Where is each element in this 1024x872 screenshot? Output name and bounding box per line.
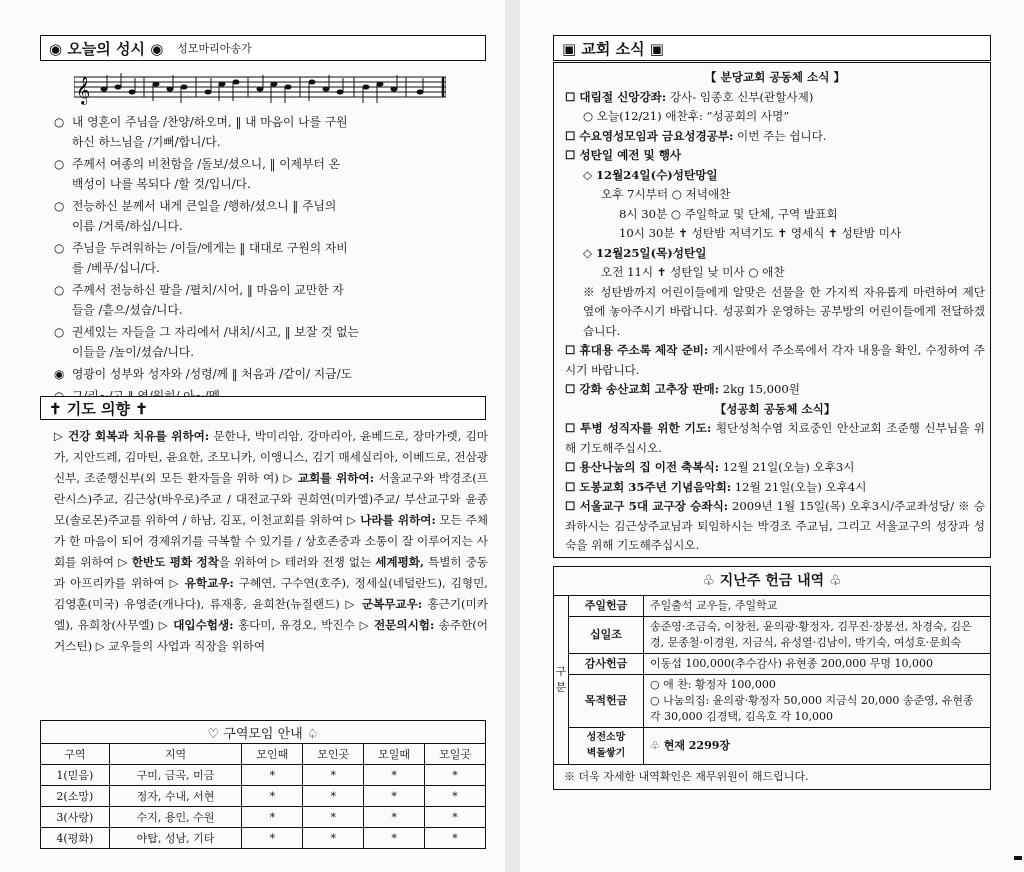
offering-table xyxy=(553,566,991,790)
verse-6 xyxy=(54,322,486,362)
item-text: 2009년 1월 15일(목) 오후3시/주교좌성당/ ※ 승좌하시는 김근상주교님과 퇴임하시는 박경조 주교님, 그리고 서울교구의 성장과 성숙을 위해 기도해주십시오. xyxy=(565,499,985,552)
verse-marker: ○ xyxy=(54,157,65,171)
verse-line: 들을 /흩으/셨습/니다. xyxy=(72,303,183,317)
item-label: ☐ 대림절 신앙강좌: xyxy=(565,89,667,104)
offering-value: 송준영·조금숙, 이창천, 윤의광·황정자, 김무진·장봉선, 차경숙, 김은경, 문종철·이경원, 지금식, 유성열·김남이, 박기숙, 여성호·문희숙 xyxy=(644,617,991,654)
offering-title: ♧ 지난주 헌금 내역 ♧ xyxy=(554,567,991,596)
christmas-day xyxy=(565,244,985,264)
item-label: ☐ 용산나눔의 집 이전 축복식: xyxy=(565,460,720,474)
exam-label: ▷ 대입수험생: xyxy=(154,618,234,632)
table-row xyxy=(554,596,991,617)
column-header: 모인때 xyxy=(242,744,303,765)
table-cell: 2(소망) xyxy=(41,786,110,807)
verse-2 xyxy=(54,154,486,194)
verse-marker: ○ xyxy=(54,115,65,129)
seoul-item xyxy=(565,497,985,556)
verse-3 xyxy=(54,196,486,236)
eve-label: ◇ 12월24일(수)성탄망일 xyxy=(583,167,718,182)
news-title: ▣ 교회 소식 ▣ xyxy=(562,39,664,58)
gift-note: ※ 성탄밤까지 어린이들에게 알맞은 선물을 한 가지씩 자유롭게 마련하여 제단 옆에 놓아주시기 바랍니다. 성공회가 운영하는 공부방의 어린이들에게 전달하겠습니다. xyxy=(583,284,985,338)
item-label: ☐ 강화 송산교회 고추장 판매: xyxy=(565,382,720,396)
column-header: 모인곳 xyxy=(303,744,364,765)
verse-line: 영광이 성부와 성자와 /성령/께 ‖ 처음과 /같이/ 지금/도 xyxy=(72,367,352,381)
church-text: 서울교구와 박경조(프란시스)주교, 김근상(바우로)주교 / 대전교구와 권희연(미카엘)주교/ 부산교구와 윤종모(솔로몬)주교를 위하여 / 하남, 김포, 이천교회를 위하여 xyxy=(54,471,488,527)
music-staff xyxy=(74,71,446,107)
study-item xyxy=(565,127,985,147)
verse-line: 이름 /거룩/하십/니다. xyxy=(72,219,183,233)
verse-line: 주께서 전능하신 팔을 /펼치/시어, ‖ 마음이 교만한 자 xyxy=(72,283,344,297)
table-row xyxy=(554,675,991,728)
peninsula-text: 을 위하여 xyxy=(218,555,268,569)
pepper-item xyxy=(565,380,985,400)
table-cell: 야탑, 성남, 기타 xyxy=(109,828,242,849)
table-cell: 구미, 금곡, 미금 xyxy=(109,765,242,786)
work-text: ▷ 교우들의 사업과 직장을 위하여 xyxy=(92,639,266,653)
verse-list xyxy=(54,112,486,406)
table-cell: * xyxy=(425,786,486,807)
news-content xyxy=(565,68,985,556)
world-label: 세계평화, xyxy=(375,555,425,569)
column-header: 모일곳 xyxy=(425,744,486,765)
table-cell: * xyxy=(425,828,486,849)
table-row xyxy=(41,765,486,786)
offering-value: ♧ 현재 2299장 xyxy=(644,728,991,765)
verse-line: 내 영혼이 주님을 /찬양/하오며, ‖ 내 마음이 나를 구원 xyxy=(72,115,348,129)
offering-label: 십일조 xyxy=(569,617,644,654)
table-row xyxy=(554,617,991,654)
eve-schedule: 오후 7시부터 ○ 저녁애찬 xyxy=(601,187,731,201)
table-row xyxy=(41,807,486,828)
table-row xyxy=(554,728,991,765)
jeonmun-label: ▷ 전문의시험: xyxy=(354,618,435,632)
dobong-item xyxy=(565,478,985,498)
group-table-header xyxy=(41,744,486,765)
table-row xyxy=(41,828,486,849)
table-cell: * xyxy=(364,765,425,786)
nation-text: 모든 주체가 한 마음이 되어 경제위기를 극복할 수 있기를 / 상호존중과 소통이 잘 이루어지는 사회를 위하여 xyxy=(54,513,488,569)
verse-line: 전능하신 분께서 내게 큰일을 /행하/셨으니 ‖ 주님의 xyxy=(72,199,337,213)
branch-title: 【 분당교회 공동체 소식 】 xyxy=(704,70,846,84)
offering-value: 주일출석 교우들, 주일학교 xyxy=(644,596,991,617)
verse-line: 백성이 나를 복되다 /할 것/입니/다. xyxy=(72,177,251,191)
overseas-label: 유학교우: xyxy=(184,576,234,590)
health-label: ▷ 건강 회복과 치유를 위하여: xyxy=(54,429,210,443)
table-cell: 4(평화) xyxy=(41,828,110,849)
eve-schedule: 10시 30분 ✝ 성탄밤 저녁기도 ✝ 영세식 ✝ 성탄밤 미사 xyxy=(619,226,902,240)
prayer-intentions xyxy=(54,426,488,657)
verse-marker: ○ xyxy=(54,199,65,213)
church-label: ▷ 교회를 위하여: xyxy=(278,471,374,485)
table-row xyxy=(554,654,991,675)
group-meeting-table xyxy=(40,720,486,849)
yongsan-item xyxy=(565,458,985,478)
health-text: 문한나, 박미리암, 강마리아, 윤베드로, 장마가렛, 김마가, 지안드레, 김마틴, 윤요한, 조모니카, 이앵니스, 김기 매세실리아, 이베드로, 전삼광신부, 조준행신부(외 모든 환자들을 위하 여) xyxy=(54,429,488,485)
christmas-eve xyxy=(565,166,985,186)
offering-label: 주일헌금 xyxy=(569,596,644,617)
advent-item xyxy=(565,88,985,108)
verse-marker: ◉ xyxy=(54,367,65,381)
offering-value: 이동섭 100,000(추수감사) 유현종 200,000 무명 10,000 xyxy=(644,654,991,675)
table-cell: 1(믿음) xyxy=(41,765,110,786)
gubun-label: 구분 xyxy=(554,596,569,765)
news-header xyxy=(553,35,991,61)
table-row xyxy=(41,786,486,807)
item-text: 이번 주는 쉽니다. xyxy=(733,128,827,143)
address-item xyxy=(565,341,985,380)
table-cell: 3(사랑) xyxy=(41,807,110,828)
military-text: 홍근기(미카엘), 유희창(사무엘) xyxy=(54,597,488,632)
item-text: 강사- 임종호 신부(관할사제) xyxy=(666,89,814,104)
day-label: ◇ 12월25일(목)성탄일 xyxy=(583,245,707,260)
item-text: 12월 21일(오늘) 오후4시 xyxy=(731,479,867,494)
item-text: 게시판에서 주소록에서 각자 내용을 확인, 수정하여 주시기 바랍니다. xyxy=(565,343,985,377)
group-table-title: ♡ 구역모임 안내 ♤ xyxy=(41,721,486,744)
peninsula-label: ▷ 한반도 평화 정착 xyxy=(113,555,219,569)
table-cell: * xyxy=(303,807,364,828)
overseas-text: 구혜연, 구수연(호주), 정세실(네덜란드), 김형민, 김영훈(미국) 유영준(캐나다), 류재홍, 윤희찬(뉴질랜드) xyxy=(54,576,488,611)
jeonmun-text: 송주한(어거스틴) xyxy=(54,618,488,653)
page-gutter xyxy=(505,0,520,872)
table-cell: * xyxy=(242,828,303,849)
table-cell: * xyxy=(303,765,364,786)
table-cell: * xyxy=(242,807,303,828)
verse-marker: ○ xyxy=(54,325,65,339)
item-text: 횡단성척수염 치료중인 안산교회 조준행 신부님을 위해 기도해주십시오. xyxy=(565,421,985,455)
item-label: ☐ 서울교구 5대 교구장 승좌식: xyxy=(565,499,729,513)
patient-item xyxy=(565,419,985,458)
verse-marker: ○ xyxy=(54,241,65,255)
verse-line: 하신 하느님을 /기뻐/합니/다. xyxy=(72,135,221,149)
verse-5 xyxy=(54,280,486,320)
verse-line: 주님을 두려워하는 /이들/에게는 ‖ 대대로 구원의 자비 xyxy=(72,241,348,255)
item-label: ☐ 수요영성모임과 금요성경공부: xyxy=(565,128,734,143)
table-cell: * xyxy=(425,765,486,786)
anglican-title: 【성공회 공동체 소식】 xyxy=(714,401,836,416)
verse-4 xyxy=(54,238,486,278)
verse-7 xyxy=(54,364,486,384)
verse-line: 권세있는 자들을 그 자리에서 /내치/시고, ‖ 보잘 것 없는 xyxy=(72,325,359,339)
offering-note: ※ 더욱 자세한 내역확인은 재무위원이 해드립니다. xyxy=(554,765,991,790)
verse-line: 를 /베푸/십니/다. xyxy=(72,261,160,275)
hymn-header xyxy=(40,35,486,61)
hymn-title: ◉ 오늘의 성시 ◉ xyxy=(49,39,164,58)
eve-schedule: 8시 30분 ○ 주일학교 및 단체, 구역 발표회 xyxy=(619,206,838,221)
table-cell: * xyxy=(242,765,303,786)
world-text: 특별히 중동과 아프리카를 위하여 ▷ xyxy=(54,555,489,590)
edge-mark xyxy=(1014,856,1022,860)
verse-line: 이들을 /높이/셨습/니다. xyxy=(72,345,194,359)
item-label: ☐ 도봉교회 35주년 기념음악회: xyxy=(565,479,732,494)
item-label: ☐ 휴대용 주소록 제작 준비: xyxy=(565,343,709,357)
table-cell: * xyxy=(242,786,303,807)
prayer-title: ✝ 기도 의향 ✝ xyxy=(49,399,148,418)
table-cell: 정자, 수내, 서현 xyxy=(109,786,242,807)
table-cell: * xyxy=(303,828,364,849)
item-text: 2kg 15,000원 xyxy=(719,382,800,396)
advent-sub: ○ 오늘(12/21) 애찬후: “성공회의 사명” xyxy=(583,109,790,123)
table-cell: * xyxy=(364,786,425,807)
prayer-header xyxy=(40,396,486,420)
military-label: ▷ 군복무교우: xyxy=(339,597,423,611)
nation-label: ▷ 나라를 위하여: xyxy=(343,513,436,527)
table-cell: * xyxy=(425,807,486,828)
table-cell: * xyxy=(303,786,364,807)
verse-line: 주께서 여종의 비천함을 /돌보/셨으니, ‖ 이제부터 온 xyxy=(72,157,341,171)
verse-1 xyxy=(54,112,486,152)
offering-value: ○ 애 찬: 황정자 100,000 ○ 나눔의집: 윤의광·황정자 50,000 지금식 20,000 송준영, 유현종 각 30,000 김경택, 김옥호 각 10,000 xyxy=(644,675,991,728)
verse-marker: ○ xyxy=(54,283,65,297)
item-text: 12월 21일(오늘) 오후3시 xyxy=(719,460,855,474)
item-label: ☐ 성탄일 예전 및 행사 xyxy=(565,148,682,162)
offering-label: 감사헌금 xyxy=(569,654,644,675)
column-header: 모일때 xyxy=(364,744,425,765)
exam-text: 홍다미, 유경오, 박진수 xyxy=(233,618,355,632)
christmas-item xyxy=(565,146,985,166)
terror-text: ▷ 테러와 전쟁 없는 xyxy=(267,555,376,569)
offering-label: 성전소망 벽돌쌓기 xyxy=(569,728,644,765)
hymn-subtitle: 성모마리아송가 xyxy=(177,42,252,55)
day-schedule: 오전 11시 ✝ 성탄일 낮 미사 ○ 애찬 xyxy=(601,265,785,279)
column-header: 지역 xyxy=(109,744,242,765)
table-cell: * xyxy=(364,828,425,849)
svg-text:𝄞: 𝄞 xyxy=(76,76,91,104)
column-header: 구역 xyxy=(41,744,110,765)
table-cell: 수지, 용인, 수원 xyxy=(109,807,242,828)
table-cell: * xyxy=(364,807,425,828)
offering-label: 목적헌금 xyxy=(569,675,644,728)
item-label: ☐ 투병 성직자를 위한 기도: xyxy=(565,421,712,435)
